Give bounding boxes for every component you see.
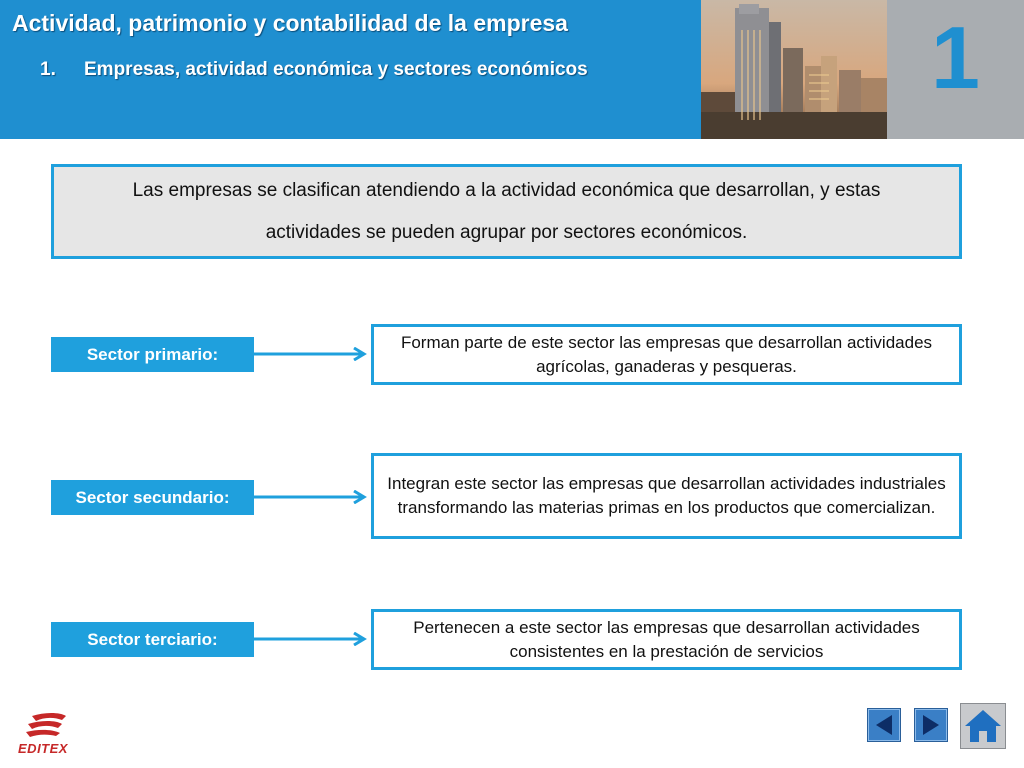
arrow-right-icon <box>254 490 372 504</box>
sector-primario-description: Forman parte de este sector las empresas que desarrollan actividades agrícolas, ganaderas y pesqueras. <box>400 332 933 376</box>
home-icon <box>961 704 1005 748</box>
sector-terciario-description-box <box>371 609 962 670</box>
section-subtitle-text: Empresas, actividad económica y sectores económicos <box>84 59 588 80</box>
home-button[interactable] <box>960 703 1006 749</box>
sector-terciario-label: Sector terciario: <box>51 622 254 657</box>
editex-logo-text: EDITEX <box>18 741 68 756</box>
header-banner <box>0 0 1024 139</box>
sector-secundario-label: Sector secundario: <box>51 480 254 515</box>
sector-primario-description-box <box>371 324 962 385</box>
chapter-number: 1 <box>931 8 980 107</box>
city-skyline-image <box>701 0 887 139</box>
sector-secundario-description: Integran este sector las empresas que desarrollan actividades industriales transformando las materias primas en los productos que comercializan. <box>387 474 946 517</box>
chapter-badge <box>887 0 1024 139</box>
previous-button[interactable] <box>867 708 901 742</box>
sector-primario-label: Sector primario: <box>51 337 254 372</box>
section-number: 1. <box>40 59 56 80</box>
page-title: Actividad, patrimonio y contabilidad de la empresa <box>12 10 568 36</box>
arrow-right-icon <box>254 347 372 361</box>
arrow-right-icon <box>254 632 372 646</box>
sector-terciario-description: Pertenecen a este sector las empresas que desarrollan actividades consistentes en la prestación de servicios <box>413 617 920 661</box>
section-subtitle <box>40 59 588 81</box>
sector-secundario-description-box <box>371 453 962 539</box>
intro-box <box>51 164 962 259</box>
triangle-left-icon <box>868 709 900 741</box>
intro-text: Las empresas se clasifican atendiendo a la actividad económica que desarrollan, y estas actividades se pueden agrupar por sectores económicos. <box>132 179 881 243</box>
triangle-right-icon <box>915 709 947 741</box>
next-button[interactable] <box>914 708 948 742</box>
